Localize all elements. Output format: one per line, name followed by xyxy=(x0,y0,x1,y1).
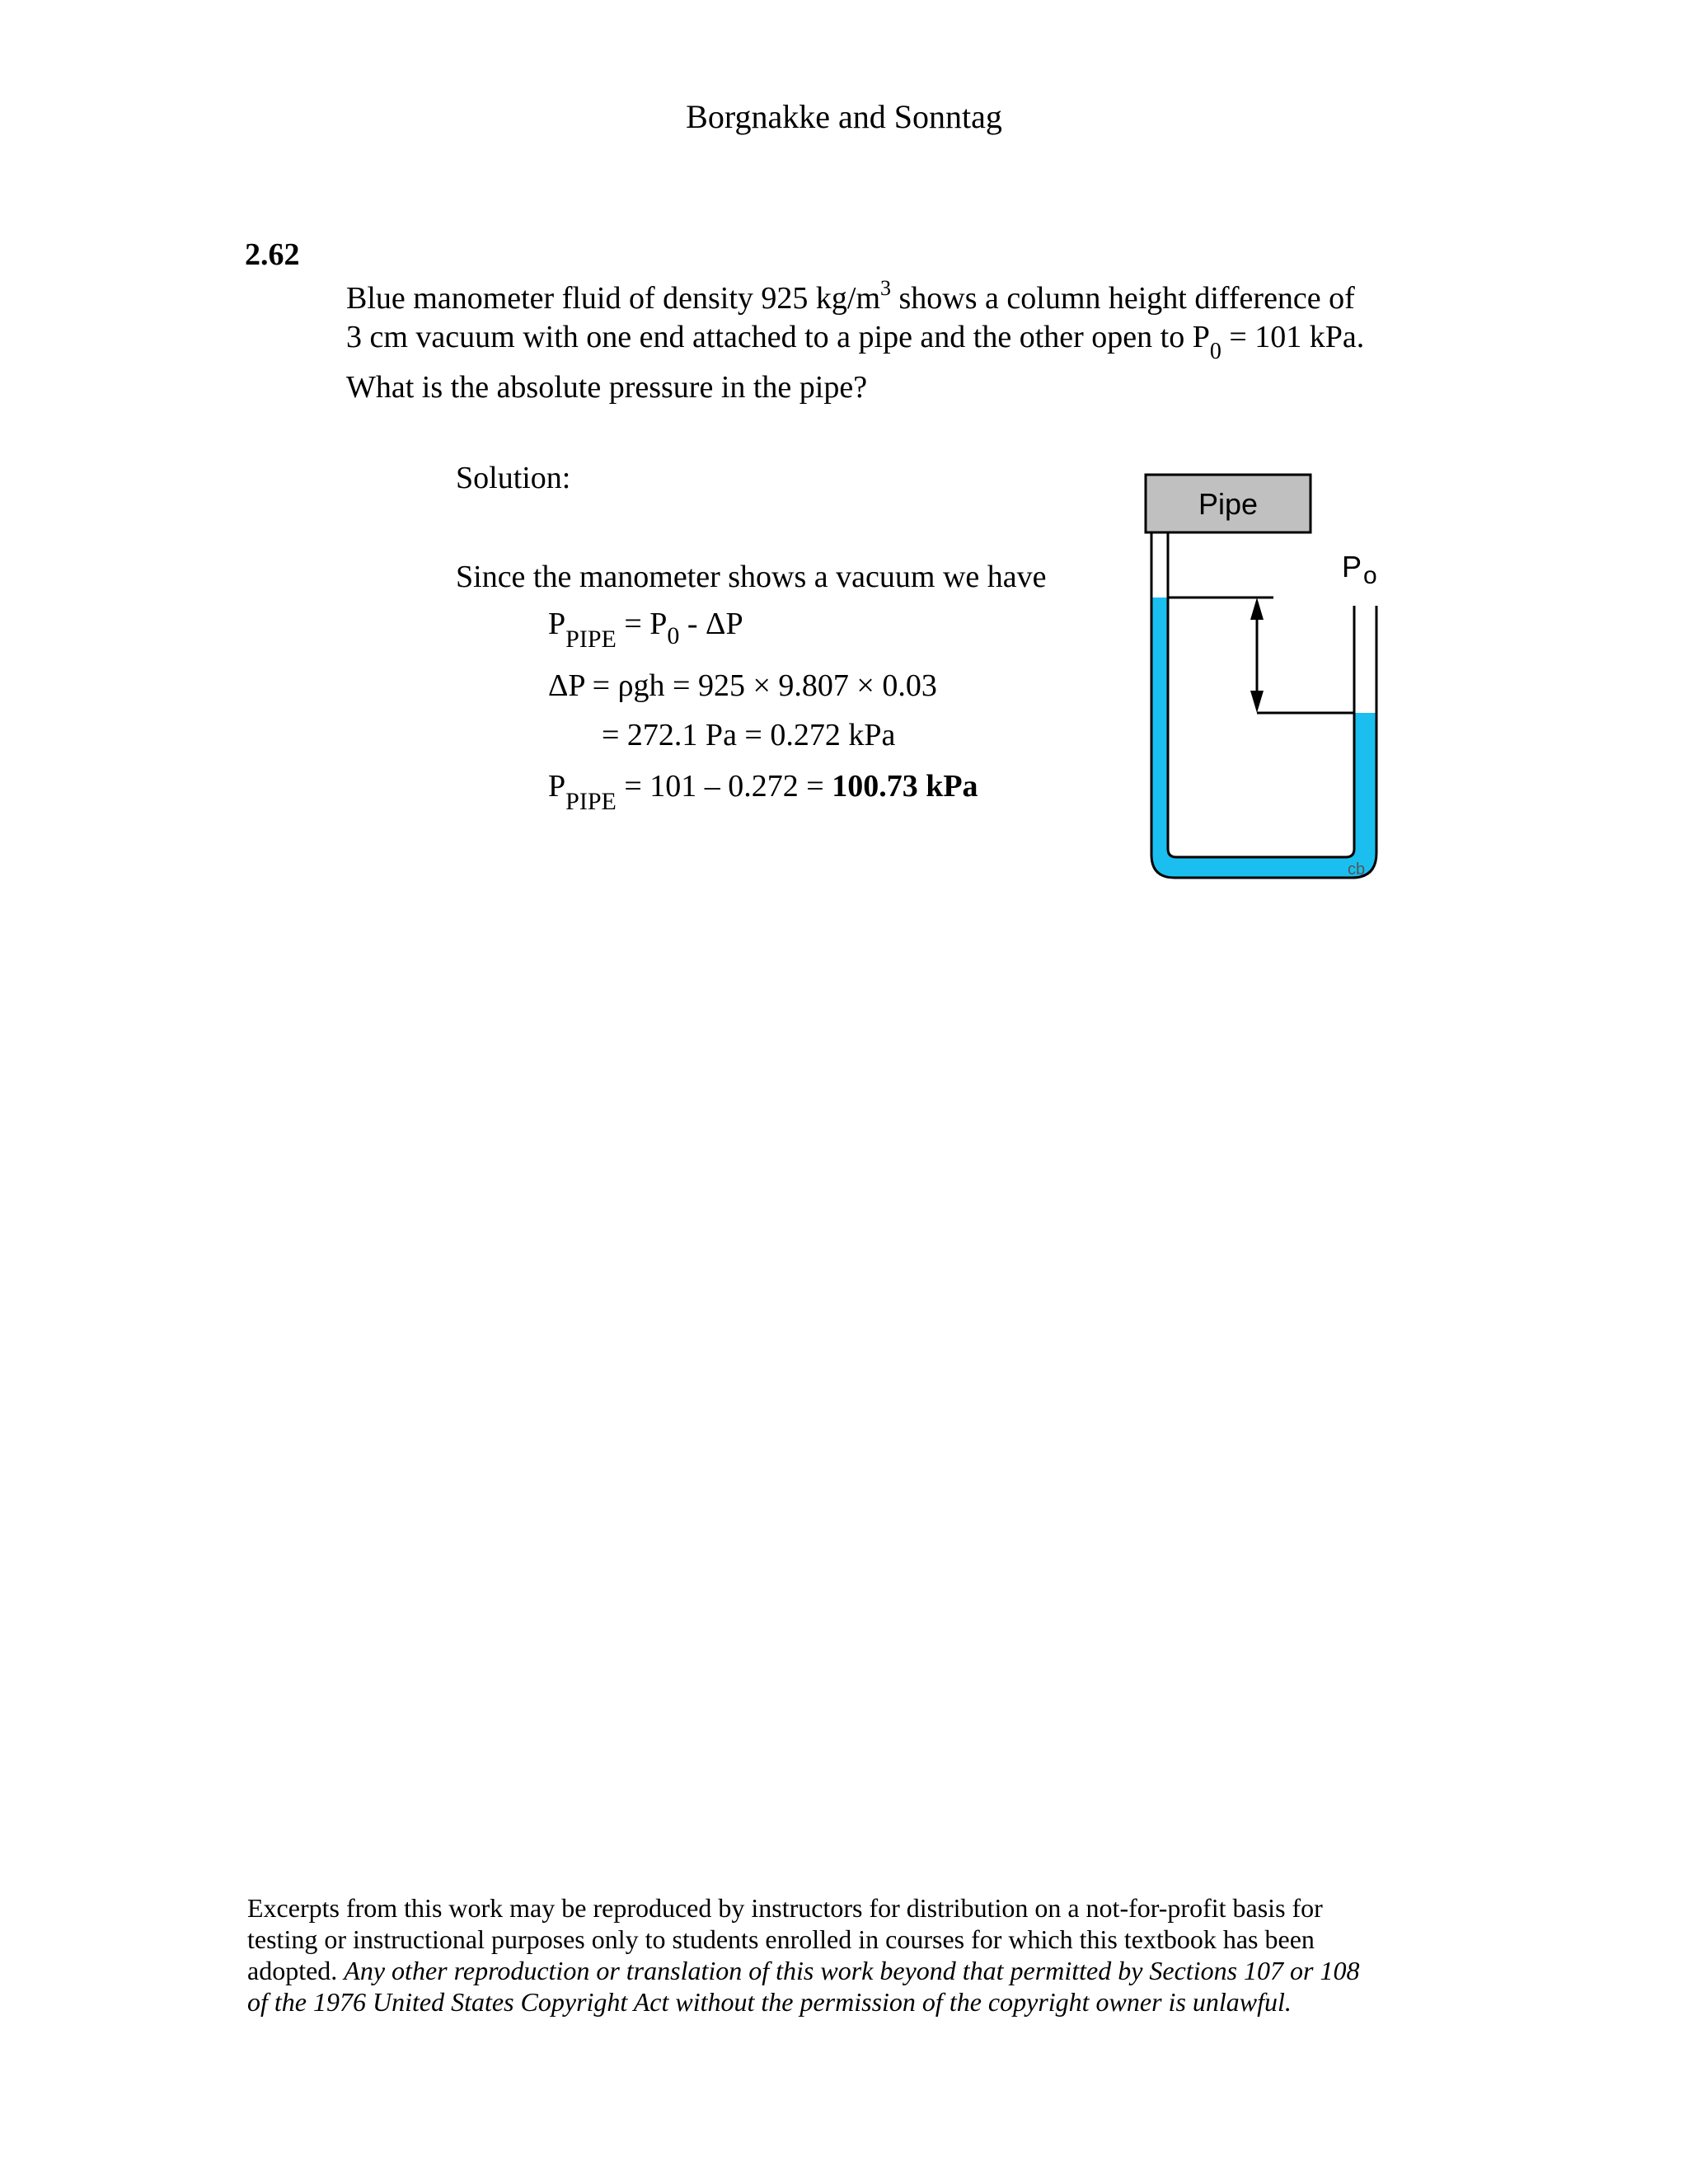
tube-outer-wall xyxy=(1151,532,1376,878)
copyright-notice-line-1: Excerpts from this work may be reproduced by instructors for distribution on a not-for-profit basis for xyxy=(247,1893,1323,1923)
eq-symbol: P xyxy=(548,607,566,641)
eq-subscript: 0 xyxy=(667,622,680,649)
footer-italic-text: of the 1976 United States Copyright Act without the permission of the copyright owner is unlawful. xyxy=(247,1987,1292,2017)
final-answer: 100.73 kPa xyxy=(832,769,978,804)
diagram-credit: cb xyxy=(1348,860,1366,879)
problem-number: 2.62 xyxy=(245,237,300,272)
manometer-diagram xyxy=(1137,462,1409,890)
statement-text: = 101 kPa. xyxy=(1221,320,1365,354)
copyright-notice-line-4 xyxy=(247,1986,1292,2018)
p0-subscript: 0 xyxy=(1209,339,1221,364)
statement-text: shows a column height difference of xyxy=(891,281,1355,316)
arrow-head-down-icon xyxy=(1250,691,1264,713)
eq-text: = 101 – 0.272 = xyxy=(616,769,832,804)
copyright-notice-line-2: testing or instructional purposes only to students enrolled in courses for which this textbook has been xyxy=(247,1924,1315,1954)
problem-statement-line-3: What is the absolute pressure in the pipe? xyxy=(346,370,868,405)
solution-label: Solution: xyxy=(456,461,571,495)
problem-statement-line-1 xyxy=(346,276,1355,316)
equation-delta-p-value: = 272.1 Pa = 0.272 kPa xyxy=(602,718,896,752)
arrow-head-up-icon xyxy=(1250,598,1264,620)
footer-text: adopted. xyxy=(247,1956,345,1985)
footer-italic-text: Any other reproduction or translation of this work beyond that permitted by Sections 107 or 108 xyxy=(344,1956,1360,1985)
equation-pipe-pressure xyxy=(548,606,743,653)
eq-subscript: PIPE xyxy=(565,788,617,815)
manometer-fluid xyxy=(1151,598,1376,878)
eq-text: = P xyxy=(616,607,668,641)
pipe-label: Pipe xyxy=(1198,487,1259,521)
p0-subscript-label: o xyxy=(1363,562,1377,589)
running-header: Borgnakke and Sonntag xyxy=(686,98,1002,135)
equation-result xyxy=(548,768,978,815)
copyright-notice-line-3 xyxy=(247,1955,1359,1986)
solution-lead: Since the manometer shows a vacuum we have xyxy=(456,560,1047,594)
problem-statement-line-2 xyxy=(346,319,1365,364)
statement-text: 3 cm vacuum with one end attached to a pipe and the other open to P xyxy=(346,320,1210,354)
density-exponent: 3 xyxy=(880,276,892,300)
statement-text: Blue manometer fluid of density 925 kg/m xyxy=(346,281,881,316)
eq-text: - ΔP xyxy=(679,607,743,641)
eq-subscript: PIPE xyxy=(565,626,617,653)
equation-delta-p: ΔP = ρgh = 925 × 9.807 × 0.03 xyxy=(548,668,937,703)
p0-label: P xyxy=(1341,550,1362,583)
eq-symbol: P xyxy=(548,769,566,804)
